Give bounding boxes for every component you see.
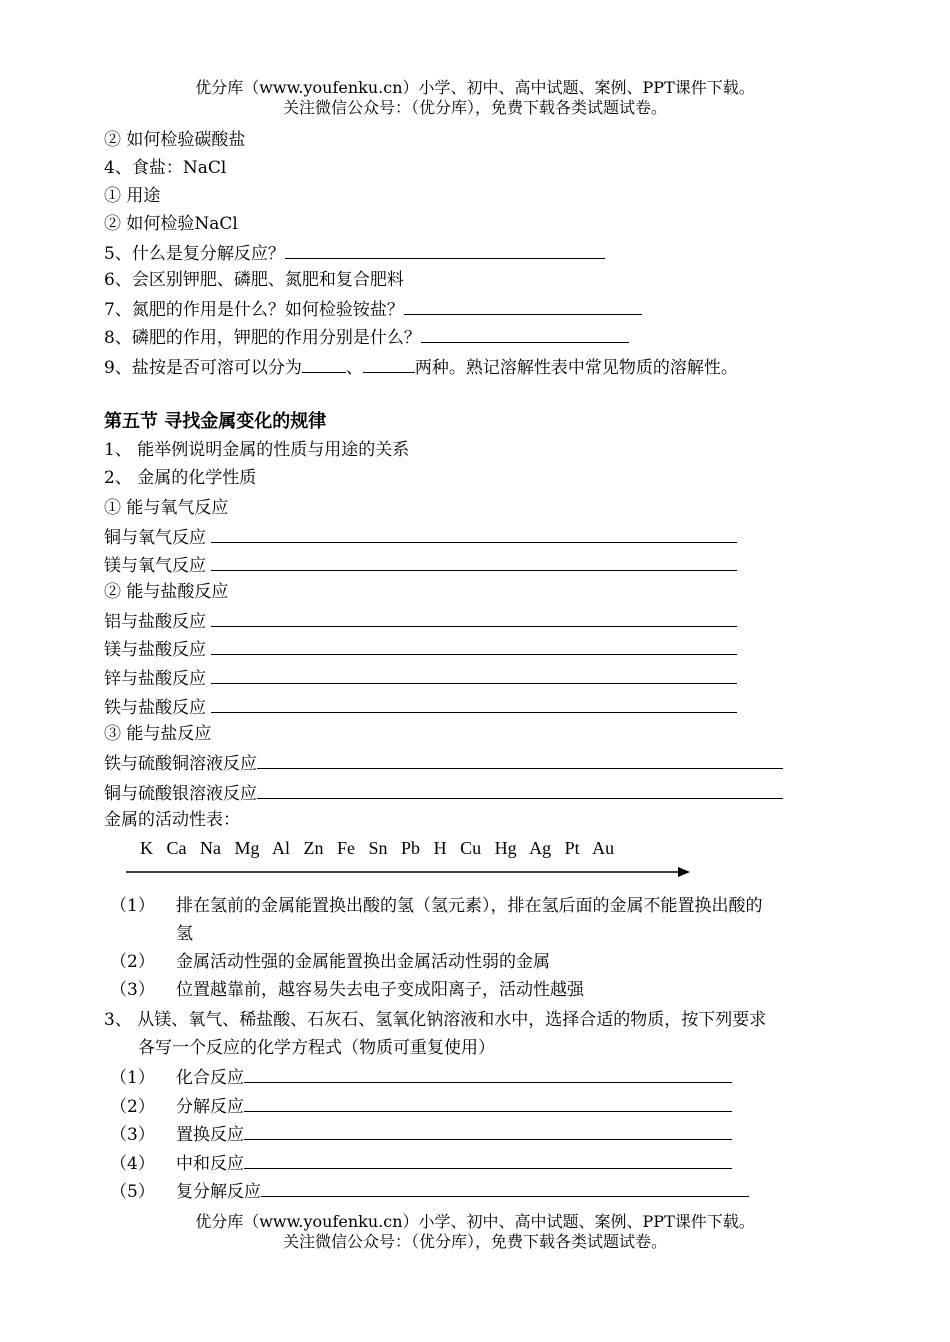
metal-symbol: K: [140, 838, 153, 858]
header-line-2: 关注微信公众号：（优分库），免费下载各类试题试卷。: [282, 98, 667, 117]
answer-blank[interactable]: [363, 354, 415, 373]
page-header: [0, 78, 950, 118]
footer-line-1: 优分库（www.youfenku.cn）小学、初中、高中试题、案例、PPT课件下载。: [195, 1212, 755, 1231]
activity-series: [140, 838, 623, 859]
question-3-cont: 各写一个反应的化学方程式（物质可重复使用）: [138, 1038, 495, 1058]
equation-label: 中和反应: [176, 1154, 244, 1174]
metal-symbol: Au: [592, 838, 615, 858]
answer-blank[interactable]: [211, 524, 737, 543]
answer-blank[interactable]: [244, 1093, 732, 1112]
answer-blank[interactable]: [257, 780, 783, 799]
answer-blank[interactable]: [302, 354, 346, 373]
equation-number: （3）: [110, 1125, 155, 1145]
equation-label: 化合反应: [176, 1068, 244, 1088]
header-line-1: 优分库（www.youfenku.cn）小学、初中、高中试题、案例、PPT课件下载。: [195, 78, 755, 97]
metal-symbol: Mg: [234, 838, 260, 858]
metal-symbol: Ag: [529, 838, 552, 858]
rule-1: [110, 894, 763, 918]
reaction-line: [104, 608, 737, 632]
reaction-label: 铜与硫酸银溶液反应: [104, 784, 257, 804]
equation-line: [110, 1121, 732, 1145]
metal-symbol: Zn: [303, 838, 324, 858]
page-footer: [0, 1212, 950, 1252]
rule-text: 金属活动性强的金属能置换出金属活动性弱的金属: [176, 952, 550, 972]
question-5-text: 5、什么是复分解反应？: [104, 244, 285, 264]
section-title: 第五节 寻找金属变化的规律: [104, 411, 327, 432]
equation-line: [110, 1064, 732, 1088]
question-3: 3、 从镁、氧气、稀盐酸、石灰石、氢氧化钠溶液和水中，选择合适的物质，按下列要求: [104, 1010, 767, 1030]
answer-blank[interactable]: [211, 665, 737, 684]
answer-blank[interactable]: [261, 1178, 749, 1197]
section-q2: 2、 金属的化学性质: [104, 468, 257, 488]
subsection-salt: ③ 能与盐反应: [104, 724, 212, 744]
reaction-line: [104, 665, 737, 689]
metal-symbol: Cu: [460, 838, 482, 858]
equation-line: [110, 1093, 732, 1117]
reaction-line: [104, 780, 783, 804]
activity-arrow-icon: [126, 864, 696, 880]
equation-label: 分解反应: [176, 1097, 244, 1117]
question-9: [104, 354, 738, 378]
metal-symbol: Ca: [166, 838, 187, 858]
metal-symbol: Sn: [368, 838, 388, 858]
metal-symbol: Hg: [494, 838, 517, 858]
equation-line: [110, 1178, 749, 1202]
top-line-2: 4、食盐：NaCl: [104, 158, 227, 178]
rule-number: （2）: [110, 952, 155, 972]
reaction-label: 铝与盐酸反应: [104, 612, 206, 632]
question-7-text: 7、氮肥的作用是什么？如何检验铵盐？: [104, 300, 404, 320]
question-9-text-b: 、: [345, 358, 363, 378]
answer-blank[interactable]: [404, 296, 642, 315]
reaction-line: [104, 750, 783, 774]
question-9-text-a: 9、盐按是否可溶可以分为: [104, 358, 302, 378]
reaction-label: 镁与氧气反应: [104, 556, 206, 576]
metal-symbol: Fe: [337, 838, 356, 858]
rule-text: 位置越靠前，越容易失去电子变成阳离子，活动性越强: [176, 980, 584, 1000]
activity-series-label: 金属的活动性表：: [104, 810, 240, 830]
equation-number: （1）: [110, 1068, 155, 1088]
top-line-3: ① 用途: [104, 186, 161, 206]
question-8: [104, 324, 629, 348]
metal-symbol: H: [433, 838, 447, 858]
section-q1: 1、 能举例说明金属的性质与用途的关系: [104, 440, 410, 460]
question-6: 6、会区别钾肥、磷肥、氮肥和复合肥料: [104, 270, 404, 290]
metal-symbol: Pb: [401, 838, 421, 858]
rule-number: （1）: [110, 896, 155, 916]
reaction-label: 铁与盐酸反应: [104, 698, 206, 718]
answer-blank[interactable]: [257, 750, 783, 769]
metal-symbol: Al: [272, 838, 291, 858]
subsection-acid: ② 能与盐酸反应: [104, 582, 229, 602]
rule-3: [110, 978, 584, 1002]
answer-blank[interactable]: [244, 1121, 732, 1140]
metal-symbol: Na: [200, 838, 221, 858]
rule-text: 排在氢前的金属能置换出酸的氢（氢元素），排在氢后面的金属不能置换出酸的: [176, 896, 763, 916]
rule-2: [110, 950, 550, 974]
equation-number: （5）: [110, 1182, 155, 1202]
answer-blank[interactable]: [211, 636, 737, 655]
answer-blank[interactable]: [211, 608, 737, 627]
reaction-line: [104, 552, 737, 576]
reaction-line: [104, 694, 737, 718]
metal-symbol: Pt: [564, 838, 580, 858]
rule-number: （3）: [110, 980, 155, 1000]
question-8-text: 8、磷肥的作用，钾肥的作用分别是什么？: [104, 328, 421, 348]
reaction-line: [104, 524, 737, 548]
footer-line-2: 关注微信公众号：（优分库），免费下载各类试题试卷。: [282, 1232, 667, 1251]
answer-blank[interactable]: [244, 1064, 732, 1083]
answer-blank[interactable]: [211, 552, 737, 571]
reaction-label: 镁与盐酸反应: [104, 640, 206, 660]
equation-label: 置换反应: [176, 1125, 244, 1145]
answer-blank[interactable]: [244, 1150, 732, 1169]
rule-1-cont: 氢: [176, 924, 193, 944]
answer-blank[interactable]: [285, 240, 605, 259]
equation-label: 复分解反应: [176, 1182, 261, 1202]
subsection-oxygen: ① 能与氧气反应: [104, 498, 229, 518]
question-7: [104, 296, 642, 320]
reaction-line: [104, 636, 737, 660]
reaction-label: 铜与氧气反应: [104, 528, 206, 548]
top-line-1: ② 如何检验碳酸盐: [104, 130, 246, 150]
equation-line: [110, 1150, 732, 1174]
reaction-label: 铁与硫酸铜溶液反应: [104, 754, 257, 774]
question-9-text-c: 两种。熟记溶解性表中常见物质的溶解性。: [414, 358, 738, 378]
equation-number: （4）: [110, 1154, 155, 1174]
answer-blank[interactable]: [211, 694, 737, 713]
question-5: [104, 240, 605, 264]
equation-number: （2）: [110, 1097, 155, 1117]
reaction-label: 锌与盐酸反应: [104, 669, 206, 689]
top-line-4: ② 如何检验NaCl: [104, 214, 238, 234]
answer-blank[interactable]: [421, 324, 629, 343]
